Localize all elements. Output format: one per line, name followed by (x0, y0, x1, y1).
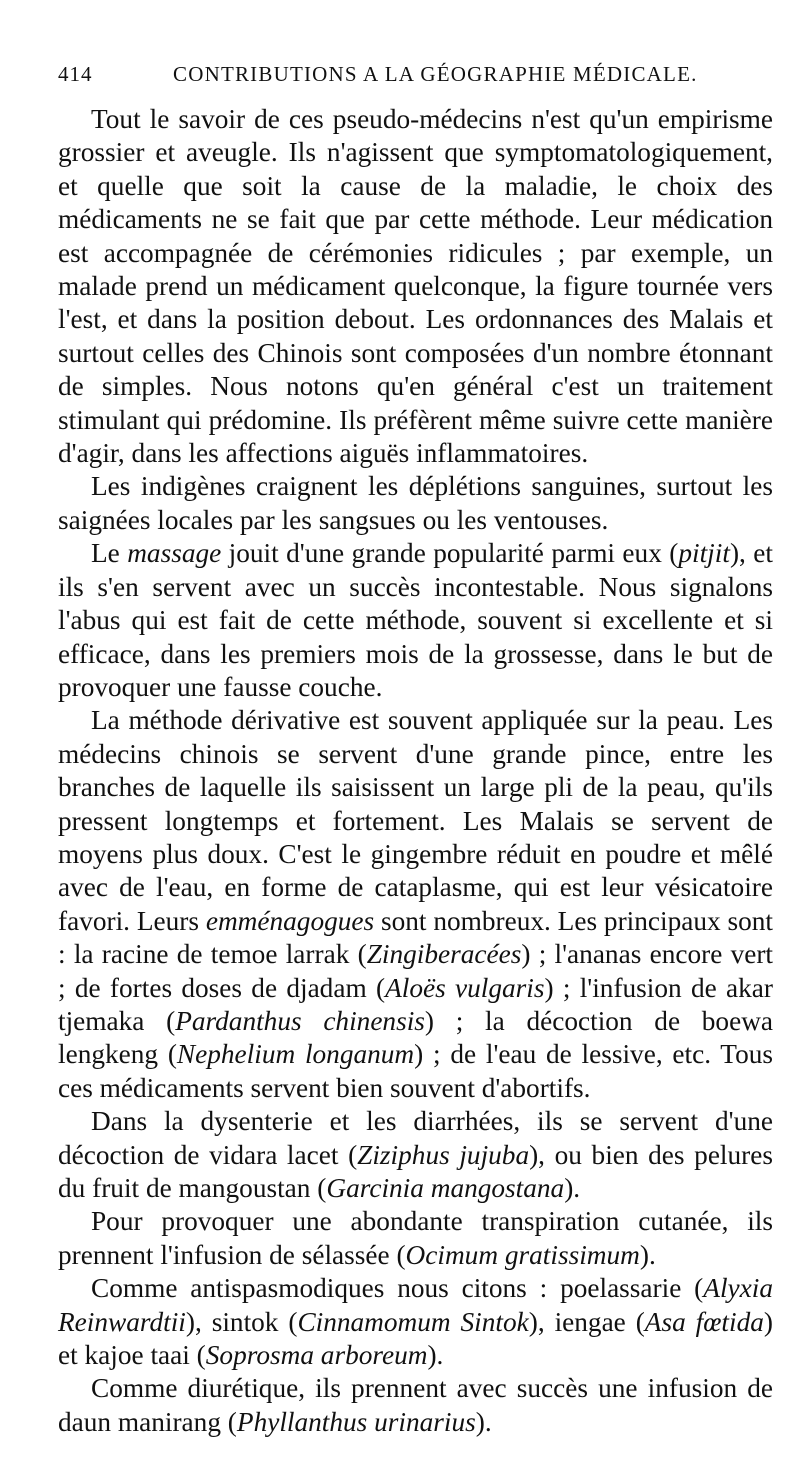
italic-term: Pardanthus chinensis (175, 1005, 425, 1036)
italic-term: Ziziphus jujuba (357, 1139, 530, 1170)
text-run: Dans la dysenterie et les diarrhées, ils se servent d'une décoction de vidara lacet ( (58, 1106, 773, 1170)
text-run: ) et kajoe taai ( (58, 1306, 773, 1371)
italic-term: Asa fœtida (644, 1306, 764, 1337)
text-run: Pour provoquer une abondante transpiration cutanée, ils prennent l'infusion de sélassée ( (58, 1206, 773, 1270)
text-run: Le (91, 538, 128, 569)
text-run: jouit d'une grande popularité parmi eux ( (221, 538, 679, 569)
running-header (58, 62, 773, 92)
text-run: Tout le savoir de ces pseudo-médecins n'est qu'un empirisme grossier et aveugle. Ils n'agissent que symptomatologiquement, et quelle que soit la cause de la maladie, le choix des médicaments ne se fait que par cette méthode. Leur médication est accompagnée de cérémonies ridicules ; par exemple, un malade prend un médicament quelconque, la figure tournée vers l'est, et dans la position debout. Les ordonnances des Malais et surtout celles des Chinois sont composées d'un nombre étonnant de simples. Nous notons qu'en général c'est un traitement stimulant qui prédomine. Ils préfèrent même suivre cette manière d'agir, dans les affections aiguës inflammatoires. (58, 104, 773, 469)
page-number: 414 (58, 62, 93, 86)
text-run: Les indigènes craignent les déplétions sanguines, surtout les saignées locales par les sangsues ou les ventouses. (58, 471, 773, 535)
text-run: ) ; de l'eau de lessive, etc. Tous ces médicaments servent bien souvent d'abortifs. (58, 1039, 773, 1103)
paragraph (58, 103, 773, 470)
text-run: ) ; la décoction de boewa lengkeng ( (58, 1005, 774, 1070)
paragraph (58, 537, 773, 704)
text-run: ), sintok ( (185, 1306, 298, 1337)
text-run: sont nombreux. Les principaux sont : la racine de temoe larrak ( (58, 905, 773, 970)
italic-term: Nephelium longanum (176, 1039, 415, 1070)
paragraph (58, 704, 773, 1105)
italic-term: Soprosma arboreum (205, 1340, 428, 1371)
text-run: Comme antispasmodiques nous citons : poelassarie ( (91, 1273, 704, 1304)
text-run: ), iengae ( (528, 1306, 645, 1337)
paragraph (58, 1272, 773, 1372)
italic-term: emménagogues (205, 905, 375, 936)
paragraph (58, 1372, 773, 1439)
text-run: ), ou bien des pelures du fruit de mangoustan ( (58, 1139, 773, 1203)
italic-term: Ocimum gratissimum (405, 1239, 640, 1270)
text-run: Comme diurétique, ils prennent avec succès une infusion de daun manirang ( (58, 1373, 773, 1437)
italic-term: pitjit (678, 538, 730, 569)
paragraph (58, 1205, 773, 1272)
paragraph (58, 1105, 773, 1205)
italic-term: massage (127, 538, 222, 569)
italic-term: Alyxia Reinwardtii (58, 1273, 773, 1337)
text-run: ) ; l'ananas encore vert ; de fortes doses de djadam ( (58, 939, 774, 1003)
paragraph (58, 470, 773, 537)
text-run: ). (427, 1340, 444, 1371)
italic-term: Garcinia mangostana (326, 1173, 565, 1203)
italic-term: Zingiberacées (366, 939, 522, 970)
running-title: CONTRIBUTIONS A LA GÉOGRAPHIE MÉDICALE. (173, 62, 698, 86)
text-run: La méthode dérivative est souvent appliquée sur la peau. Les médecins chinois se servent d'une grande pince, entre les branches de laquelle ils saisissent un large pli de la peau, qu'ils pressent longtemps et fortement. Les Malais se servent de moyens plus doux. C'est le gingembre réduit en poudre et mêlé avec de l'eau, en forme de cataplasme, qui est leur vésicatoire favori. Leurs (58, 705, 773, 936)
text-run: ). (475, 1406, 492, 1437)
italic-term: Aloës vulgaris (385, 972, 545, 1003)
italic-term: Phyllanthus urinarius (236, 1406, 476, 1437)
body-text (58, 103, 773, 1439)
text-run: ). (564, 1173, 581, 1203)
text-run: ) ; l'infusion de akar tjemaka ( (58, 972, 773, 1036)
italic-term: Cinnamomum Sintok (297, 1306, 529, 1337)
text-run: ), et ils s'en servent avec un succès incontestable. Nous signalons l'abus qui est fait de cette méthode, souvent si excellente et si efficace, dans les premiers mois de la grossesse, dans le but de provoquer une fausse couche. (58, 538, 773, 702)
text-run: ). (639, 1239, 656, 1270)
